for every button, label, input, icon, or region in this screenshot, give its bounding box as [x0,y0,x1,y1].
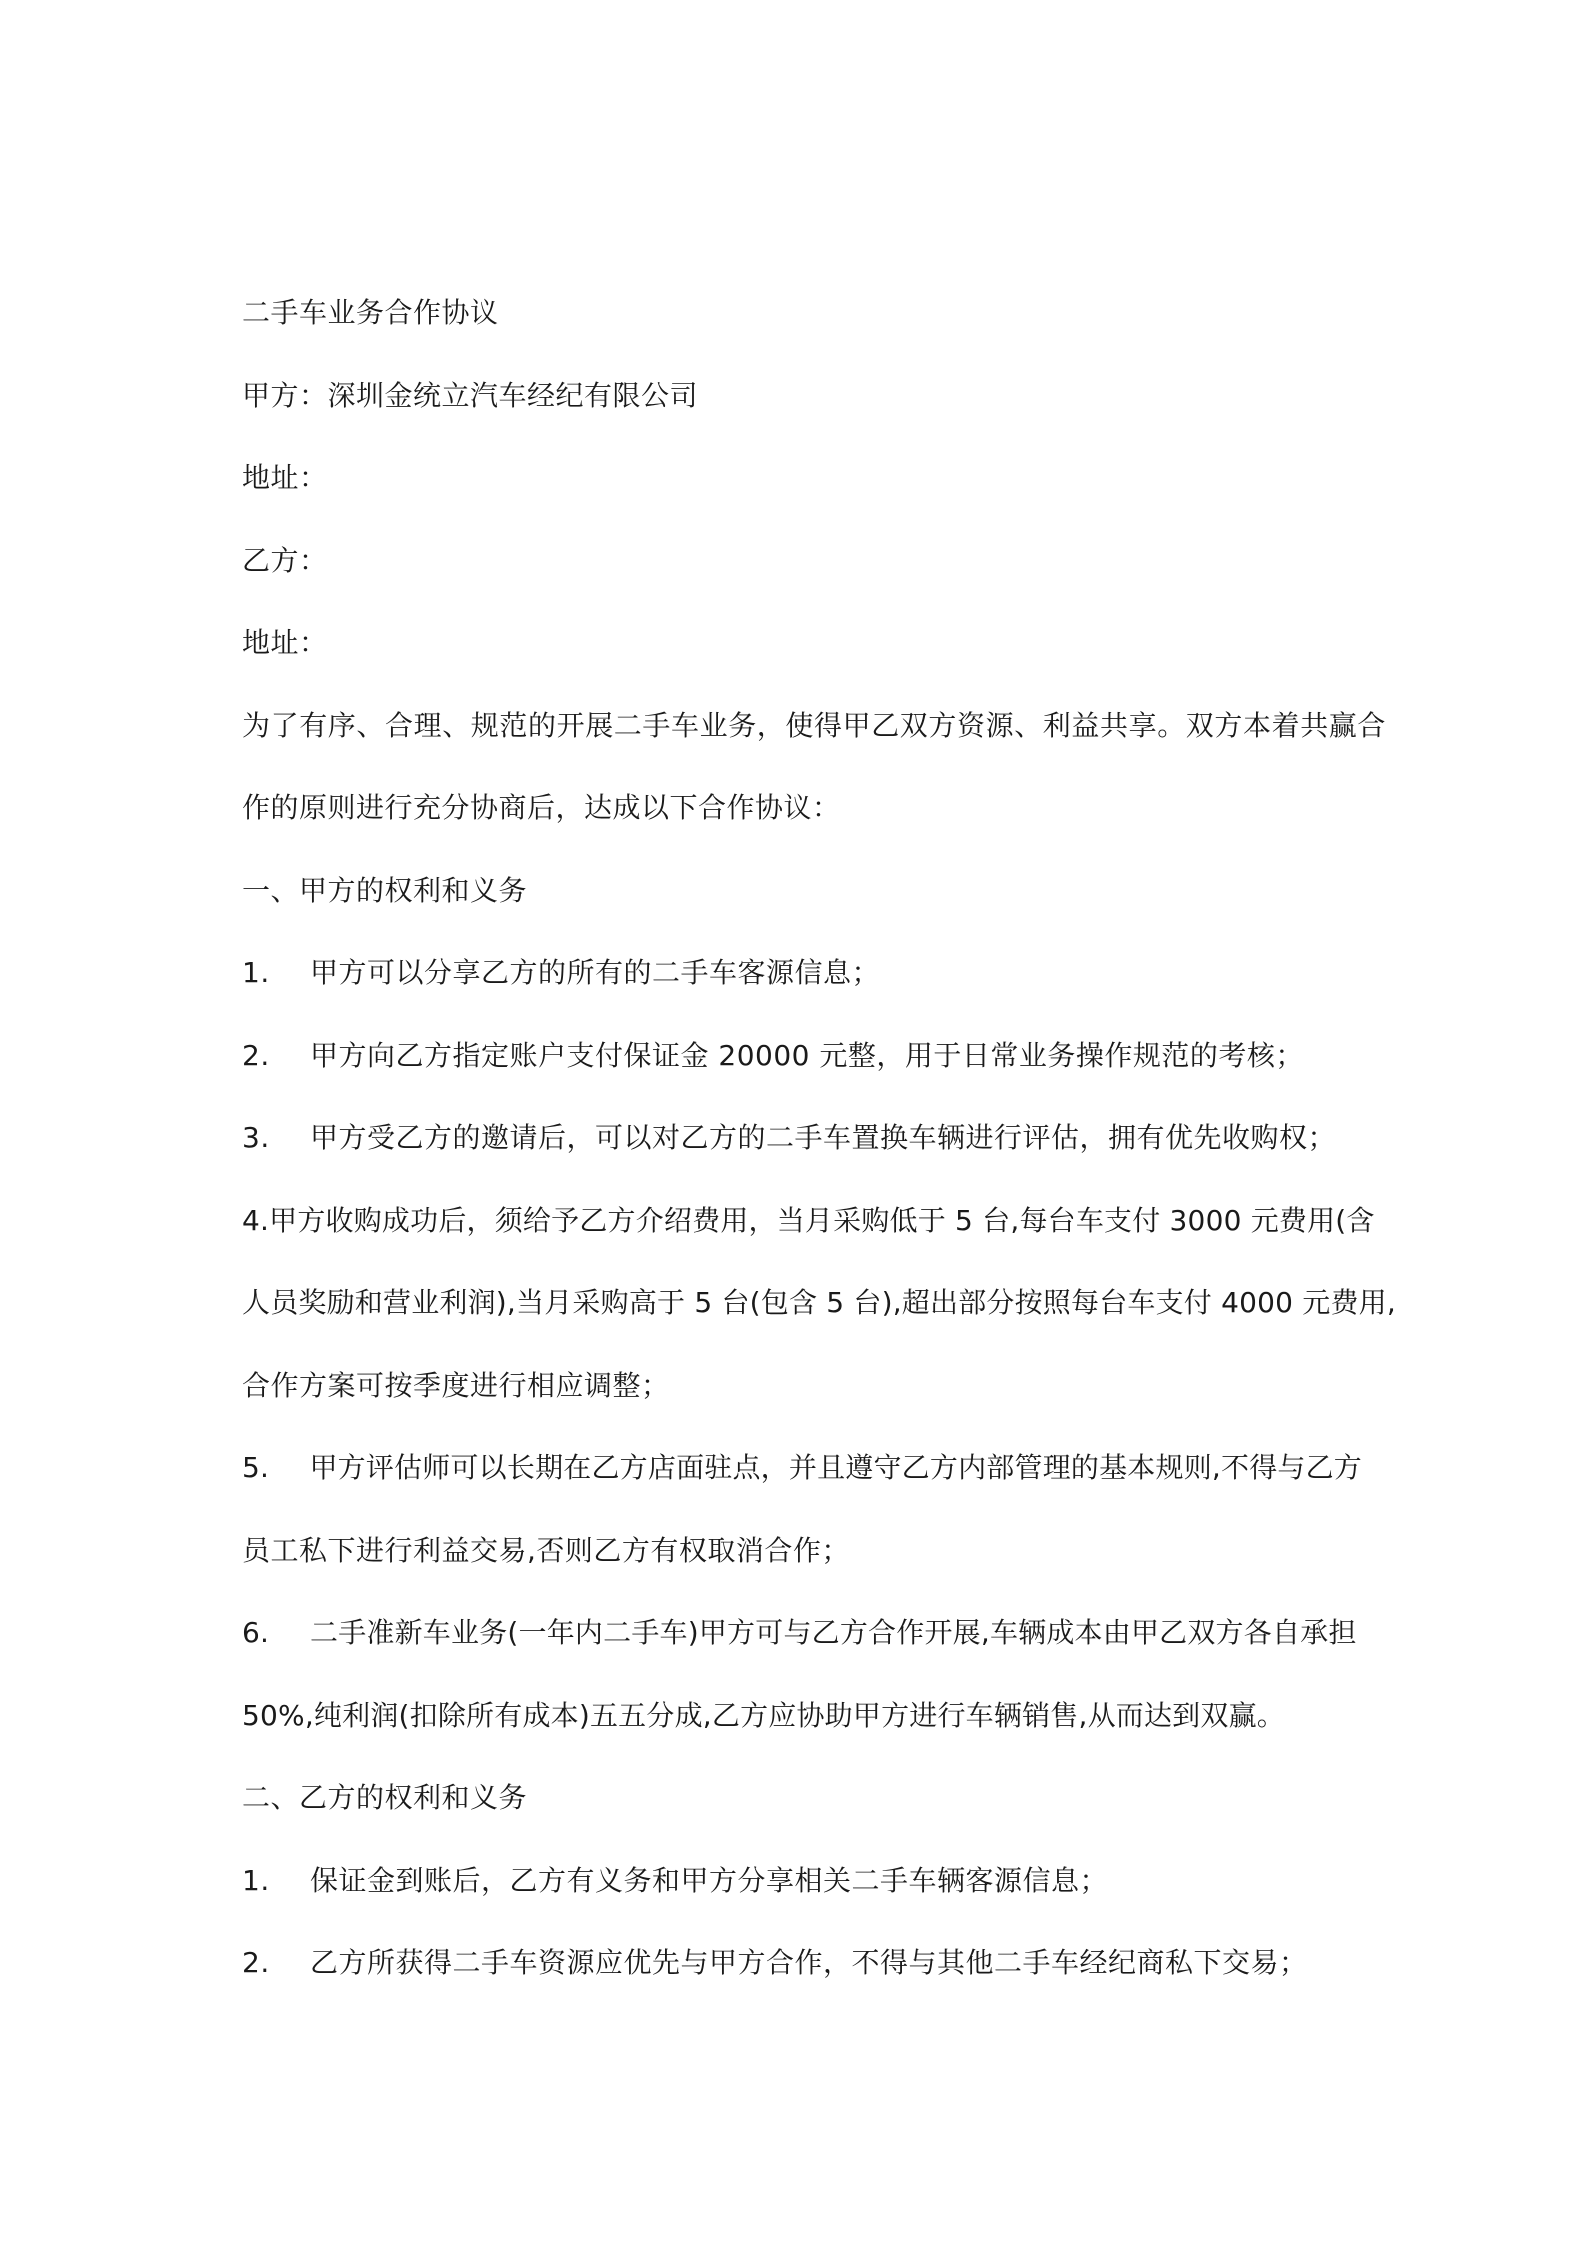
list-item-text: 甲方可以分享乙方的所有的二手车客源信息； [310,956,881,989]
document-title: 二手车业务合作协议 [242,296,499,329]
party-b: 乙方： [242,543,328,577]
party-a-address: 地址： [242,461,328,494]
section-2-heading: 二、乙方的权利和义务 [242,1781,528,1814]
list-item [242,1933,1362,2016]
list-item-text: 甲方受乙方的邀请后，可以对乙方的二手车置换车辆进行评估，拥有优先收购权； [310,1121,1337,1154]
section-1-heading: 一、甲方的权利和义务 [242,873,528,907]
list-item-number: 5. [242,1451,270,1484]
list-item-continuation: 员工私下进行利益交易,否则乙方有权取消合作； [242,1533,850,1567]
list-item-continuation: 人员奖励和营业利润),当月采购高于 5 台(包含 5 台),超出部分按照每台车支付 4000 元费用, [242,1286,1396,1319]
party-b-address: 地址： [242,626,328,659]
list-item [242,943,1362,1026]
list-item [242,1108,1362,1191]
list-item-number: 2. [242,1038,270,1072]
list-item-text: 甲方收购成功后，须给予乙方介绍费用，当月采购低于 5 台,每台车支付 3000 元费用(含 [269,1203,1375,1237]
list-item [242,1026,1362,1109]
list-item-text: 乙方所获得二手车资源应优先与甲方合作，不得与其他二手车经纪商私下交易； [310,1946,1308,1979]
list-item-continuation: 50%,纯利润(扣除所有成本)五五分成,乙方应协助甲方进行车辆销售,从而达到双赢。 [242,1698,1285,1732]
party-a: 甲方：深圳金统立汽车经纪有限公司 [242,378,699,412]
preamble-line-2: 作的原则进行充分协商后，达成以下合作协议： [242,791,841,824]
list-item [242,1191,1375,1274]
list-item-number: 1. [242,1863,270,1897]
list-item-continuation: 合作方案可按季度进行相应调整； [242,1368,670,1402]
document-body [242,283,1396,2016]
list-item-number: 3. [242,1121,270,1154]
list-item-number: 2. [242,1946,270,1979]
list-item [242,1603,1362,1686]
preamble-line-1: 为了有序、合理、规范的开展二手车业务，使得甲乙双方资源、利益共享。双方本着共赢合 [242,708,1387,742]
list-item-text: 甲方评估师可以长期在乙方店面驻点，并且遵守乙方内部管理的基本规则,不得与乙方 [309,1451,1362,1484]
list-item-number: 6. [242,1616,270,1649]
list-item-text: 二手准新车业务(一年内二手车)甲方可与乙方合作开展,车辆成本由甲乙双方各自承担 [310,1616,1357,1649]
list-item-number: 1. [242,956,270,989]
list-item-text: 甲方向乙方指定账户支付保证金 20000 元整，用于日常业务操作规范的考核； [310,1038,1304,1072]
list-item-text: 保证金到账后，乙方有义务和甲方分享相关二手车辆客源信息； [310,1863,1109,1897]
list-item [242,1438,1362,1521]
list-item [242,1851,1362,1934]
list-item-number: 4. [242,1203,270,1237]
